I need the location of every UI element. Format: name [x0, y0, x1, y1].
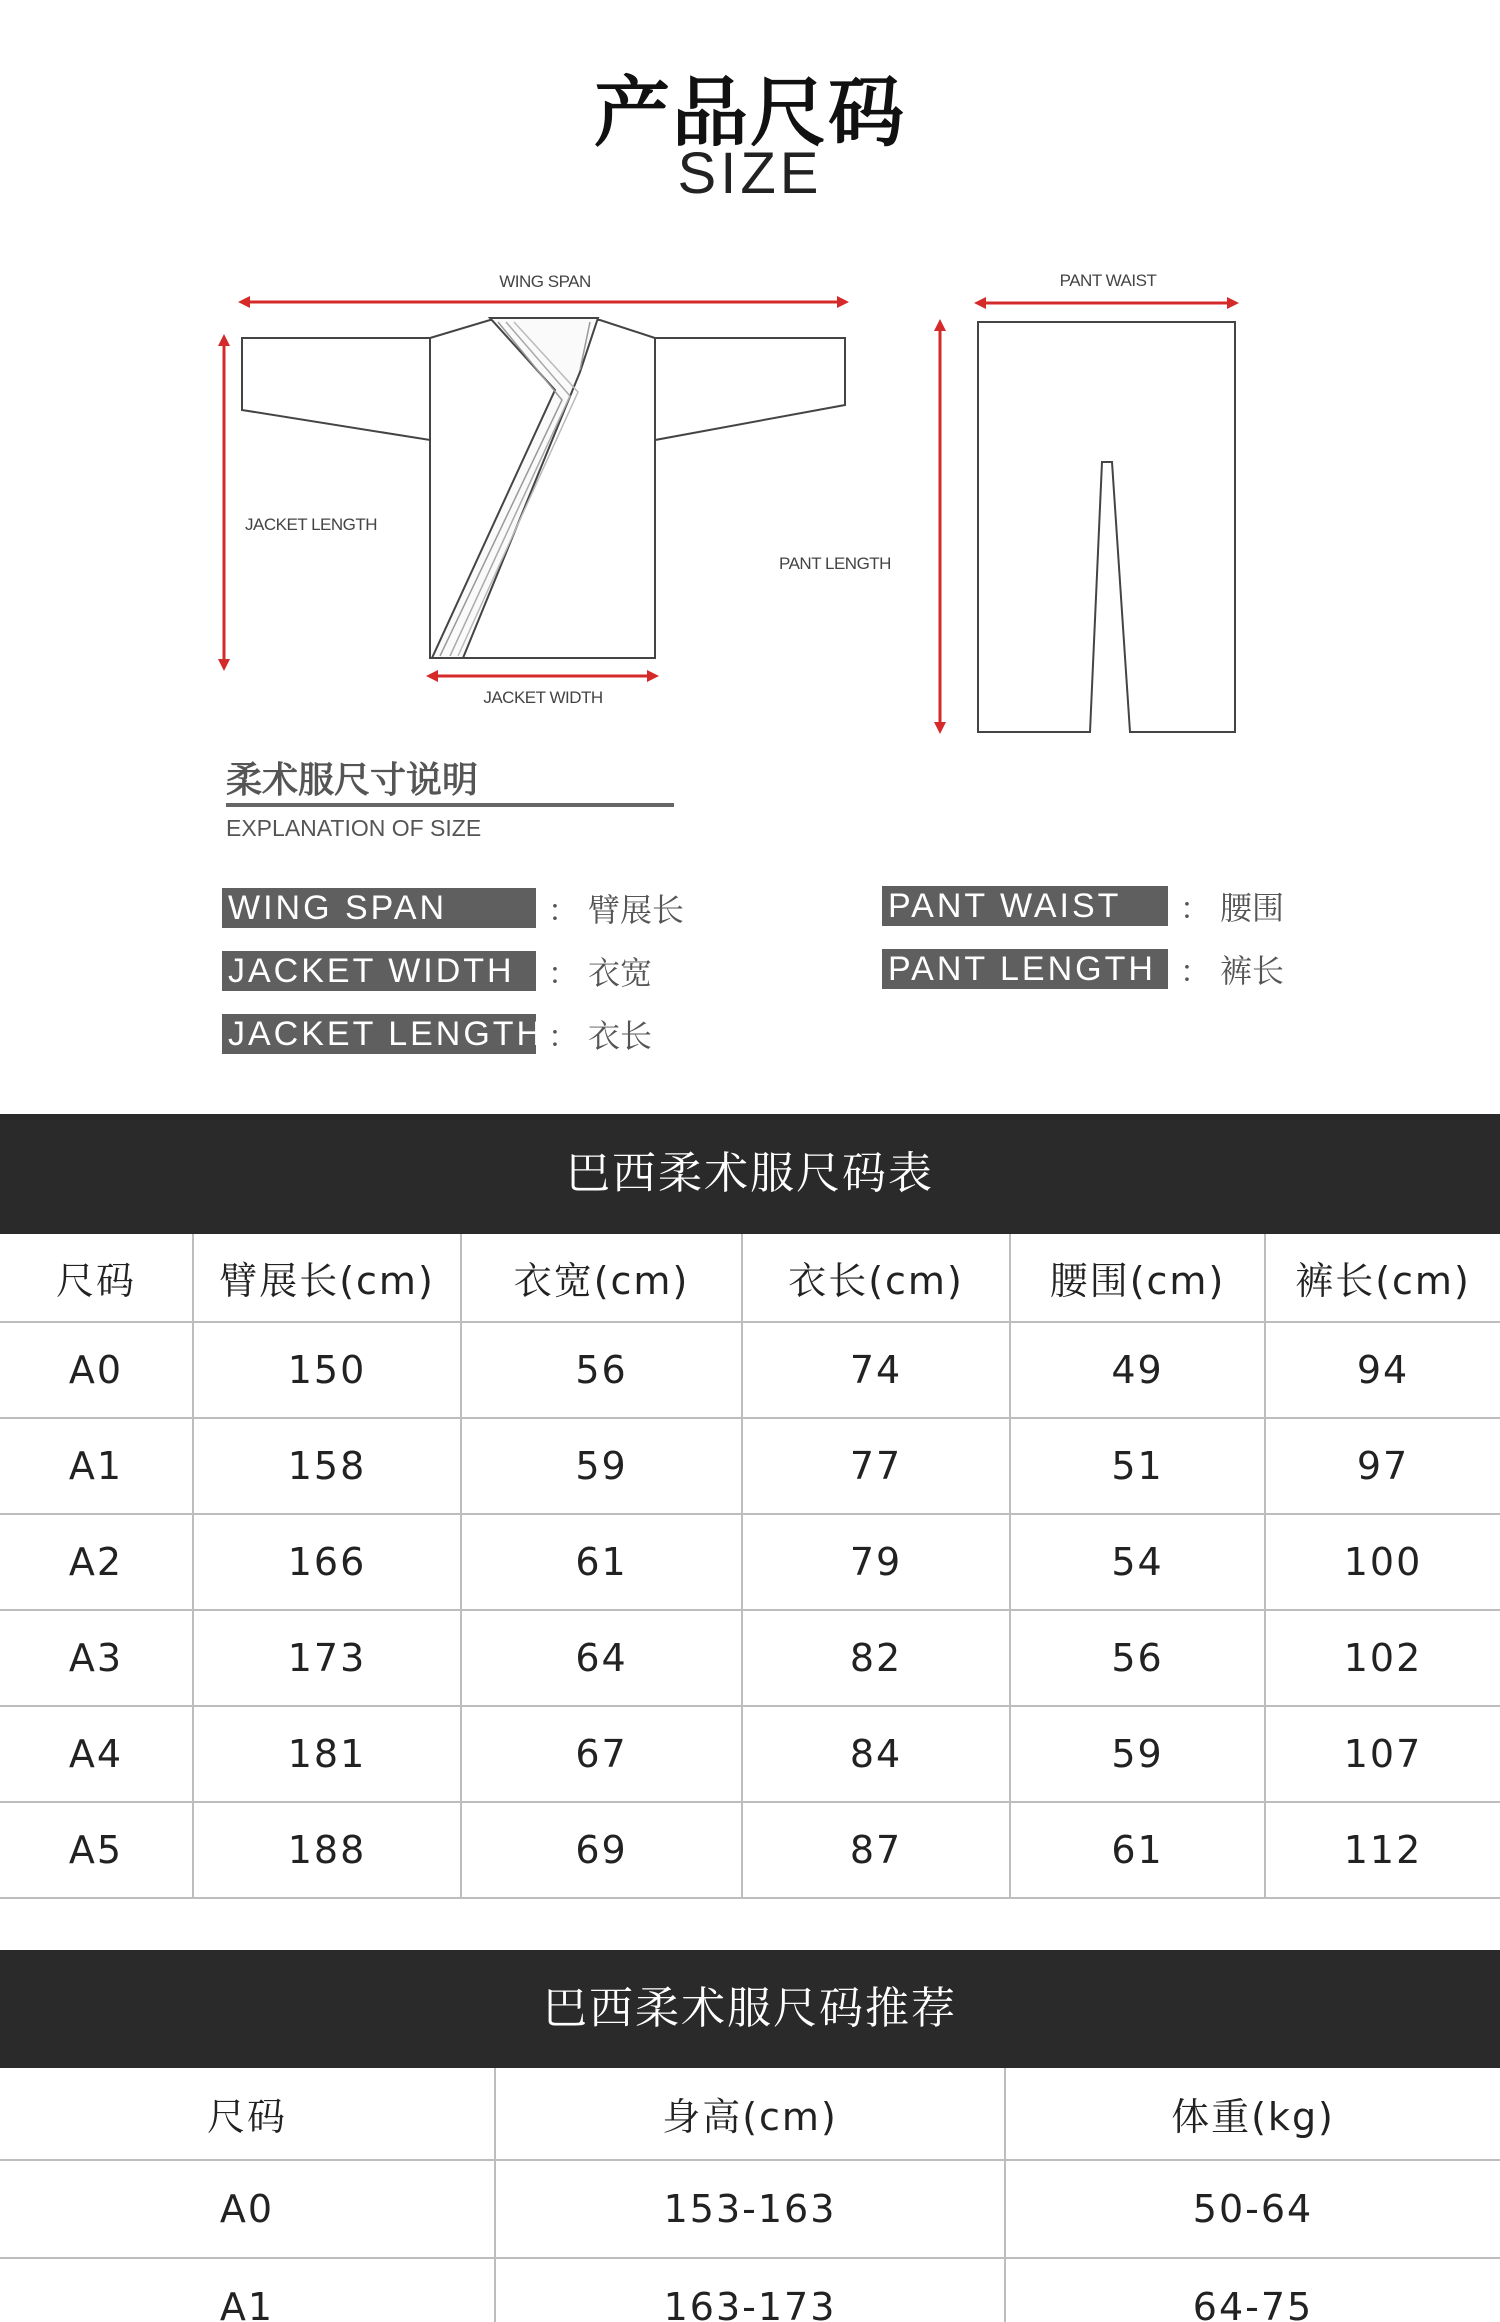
size-cell: A5 — [0, 1802, 193, 1898]
table-row — [0, 1610, 1500, 1706]
legend-wing-span — [222, 888, 684, 928]
value-cell: 100 — [1265, 1514, 1500, 1610]
header-cell: 体重(kg) — [1005, 2068, 1500, 2160]
value-cell: 84 — [742, 1706, 1010, 1802]
value-cell: 67 — [461, 1706, 742, 1802]
legend-tag: JACKET LENGTH — [222, 1014, 536, 1054]
legend-separator: ： — [548, 957, 578, 992]
value-cell: 87 — [742, 1802, 1010, 1898]
jacket-drawing — [242, 318, 845, 658]
value-cell: 49 — [1010, 1322, 1265, 1418]
size-cell: A4 — [0, 1706, 193, 1802]
legend-meaning: 裤长 — [1220, 952, 1285, 990]
table-row — [0, 2258, 1500, 2322]
jacket-width-label: JACKET WIDTH — [483, 688, 603, 707]
value-cell: 102 — [1265, 1610, 1500, 1706]
value-cell: 158 — [193, 1418, 461, 1514]
value-cell: 54 — [1010, 1514, 1265, 1610]
table-row — [0, 1514, 1500, 1610]
value-cell: 59 — [1010, 1706, 1265, 1802]
weight-cell: 64-75 — [1005, 2258, 1500, 2322]
legend-meaning: 腰围 — [1220, 889, 1285, 927]
legend-meaning: 衣宽 — [588, 954, 653, 992]
page-subtitle: SIZE — [677, 141, 823, 206]
value-cell: 61 — [1010, 1802, 1265, 1898]
value-cell: 166 — [193, 1514, 461, 1610]
recommend-table-title: 巴西柔术服尺码推荐 — [0, 1950, 1500, 2068]
legend-tag: PANT WAIST — [882, 886, 1168, 926]
size-cell: A1 — [0, 1418, 193, 1514]
legend-tag: PANT LENGTH — [882, 949, 1168, 989]
value-cell: 97 — [1265, 1418, 1500, 1514]
page-title: 产品尺码 — [594, 68, 906, 157]
pants-drawing — [978, 322, 1235, 732]
legend-separator: ： — [1180, 955, 1210, 990]
legend-separator: ： — [548, 1020, 578, 1055]
table-row — [0, 1418, 1500, 1514]
value-cell: 56 — [1010, 1610, 1265, 1706]
height-cell: 153-163 — [495, 2160, 1005, 2258]
explanation-divider — [226, 803, 674, 807]
legend-separator: ： — [1180, 892, 1210, 927]
size-cell: A0 — [0, 1322, 193, 1418]
value-cell: 59 — [461, 1418, 742, 1514]
size-cell: A2 — [0, 1514, 193, 1610]
table-row — [0, 1706, 1500, 1802]
jacket-length-label: JACKET LENGTH — [245, 515, 378, 534]
height-cell: 163-173 — [495, 2258, 1005, 2322]
legend-separator: ： — [548, 894, 578, 929]
explanation-title: 柔术服尺寸说明 — [226, 760, 479, 801]
size-table-title: 巴西柔术服尺码表 — [0, 1114, 1500, 1234]
header-cell: 身高(cm) — [495, 2068, 1005, 2160]
legend-jacket-width — [222, 951, 652, 991]
size-cell: A3 — [0, 1610, 193, 1706]
size-cell: A1 — [0, 2258, 495, 2322]
value-cell: 61 — [461, 1514, 742, 1610]
table-row — [0, 1802, 1500, 1898]
value-cell: 181 — [193, 1706, 461, 1802]
value-cell: 69 — [461, 1802, 742, 1898]
value-cell: 173 — [193, 1610, 461, 1706]
size-table — [0, 1234, 1500, 1899]
wing-span-label: WING SPAN — [499, 272, 591, 291]
legend-meaning: 衣长 — [588, 1017, 653, 1055]
header-cell: 臂展长(cm) — [193, 1234, 461, 1322]
table-row — [0, 1322, 1500, 1418]
header-cell: 裤长(cm) — [1265, 1234, 1500, 1322]
pant-length-label: PANT LENGTH — [779, 554, 891, 573]
legend-pant-length — [882, 949, 1284, 989]
recommend-table — [0, 2068, 1500, 2322]
value-cell: 79 — [742, 1514, 1010, 1610]
size-cell: A0 — [0, 2160, 495, 2258]
legend-tag: JACKET WIDTH — [222, 951, 536, 991]
pant-waist-label: PANT WAIST — [1059, 271, 1157, 290]
value-cell: 94 — [1265, 1322, 1500, 1418]
value-cell: 77 — [742, 1418, 1010, 1514]
legend-jacket-length — [222, 1014, 652, 1054]
value-cell: 82 — [742, 1610, 1010, 1706]
value-cell: 51 — [1010, 1418, 1265, 1514]
value-cell: 64 — [461, 1610, 742, 1706]
explanation-subtitle: EXPLANATION OF SIZE — [226, 815, 482, 841]
weight-cell: 50-64 — [1005, 2160, 1500, 2258]
header-cell: 尺码 — [0, 2068, 495, 2160]
value-cell: 56 — [461, 1322, 742, 1418]
size-table-header — [0, 1234, 1500, 1322]
value-cell: 150 — [193, 1322, 461, 1418]
value-cell: 107 — [1265, 1706, 1500, 1802]
value-cell: 188 — [193, 1802, 461, 1898]
size-diagram — [0, 0, 1500, 760]
legend-tag: WING SPAN — [222, 888, 536, 928]
header-cell: 腰围(cm) — [1010, 1234, 1265, 1322]
header-cell: 尺码 — [0, 1234, 193, 1322]
table-row — [0, 2160, 1500, 2258]
header-cell: 衣宽(cm) — [461, 1234, 742, 1322]
legend-meaning: 臂展长 — [588, 891, 685, 929]
recommend-table-header — [0, 2068, 1500, 2160]
header-cell: 衣长(cm) — [742, 1234, 1010, 1322]
value-cell: 74 — [742, 1322, 1010, 1418]
legend-pant-waist — [882, 886, 1284, 926]
value-cell: 112 — [1265, 1802, 1500, 1898]
